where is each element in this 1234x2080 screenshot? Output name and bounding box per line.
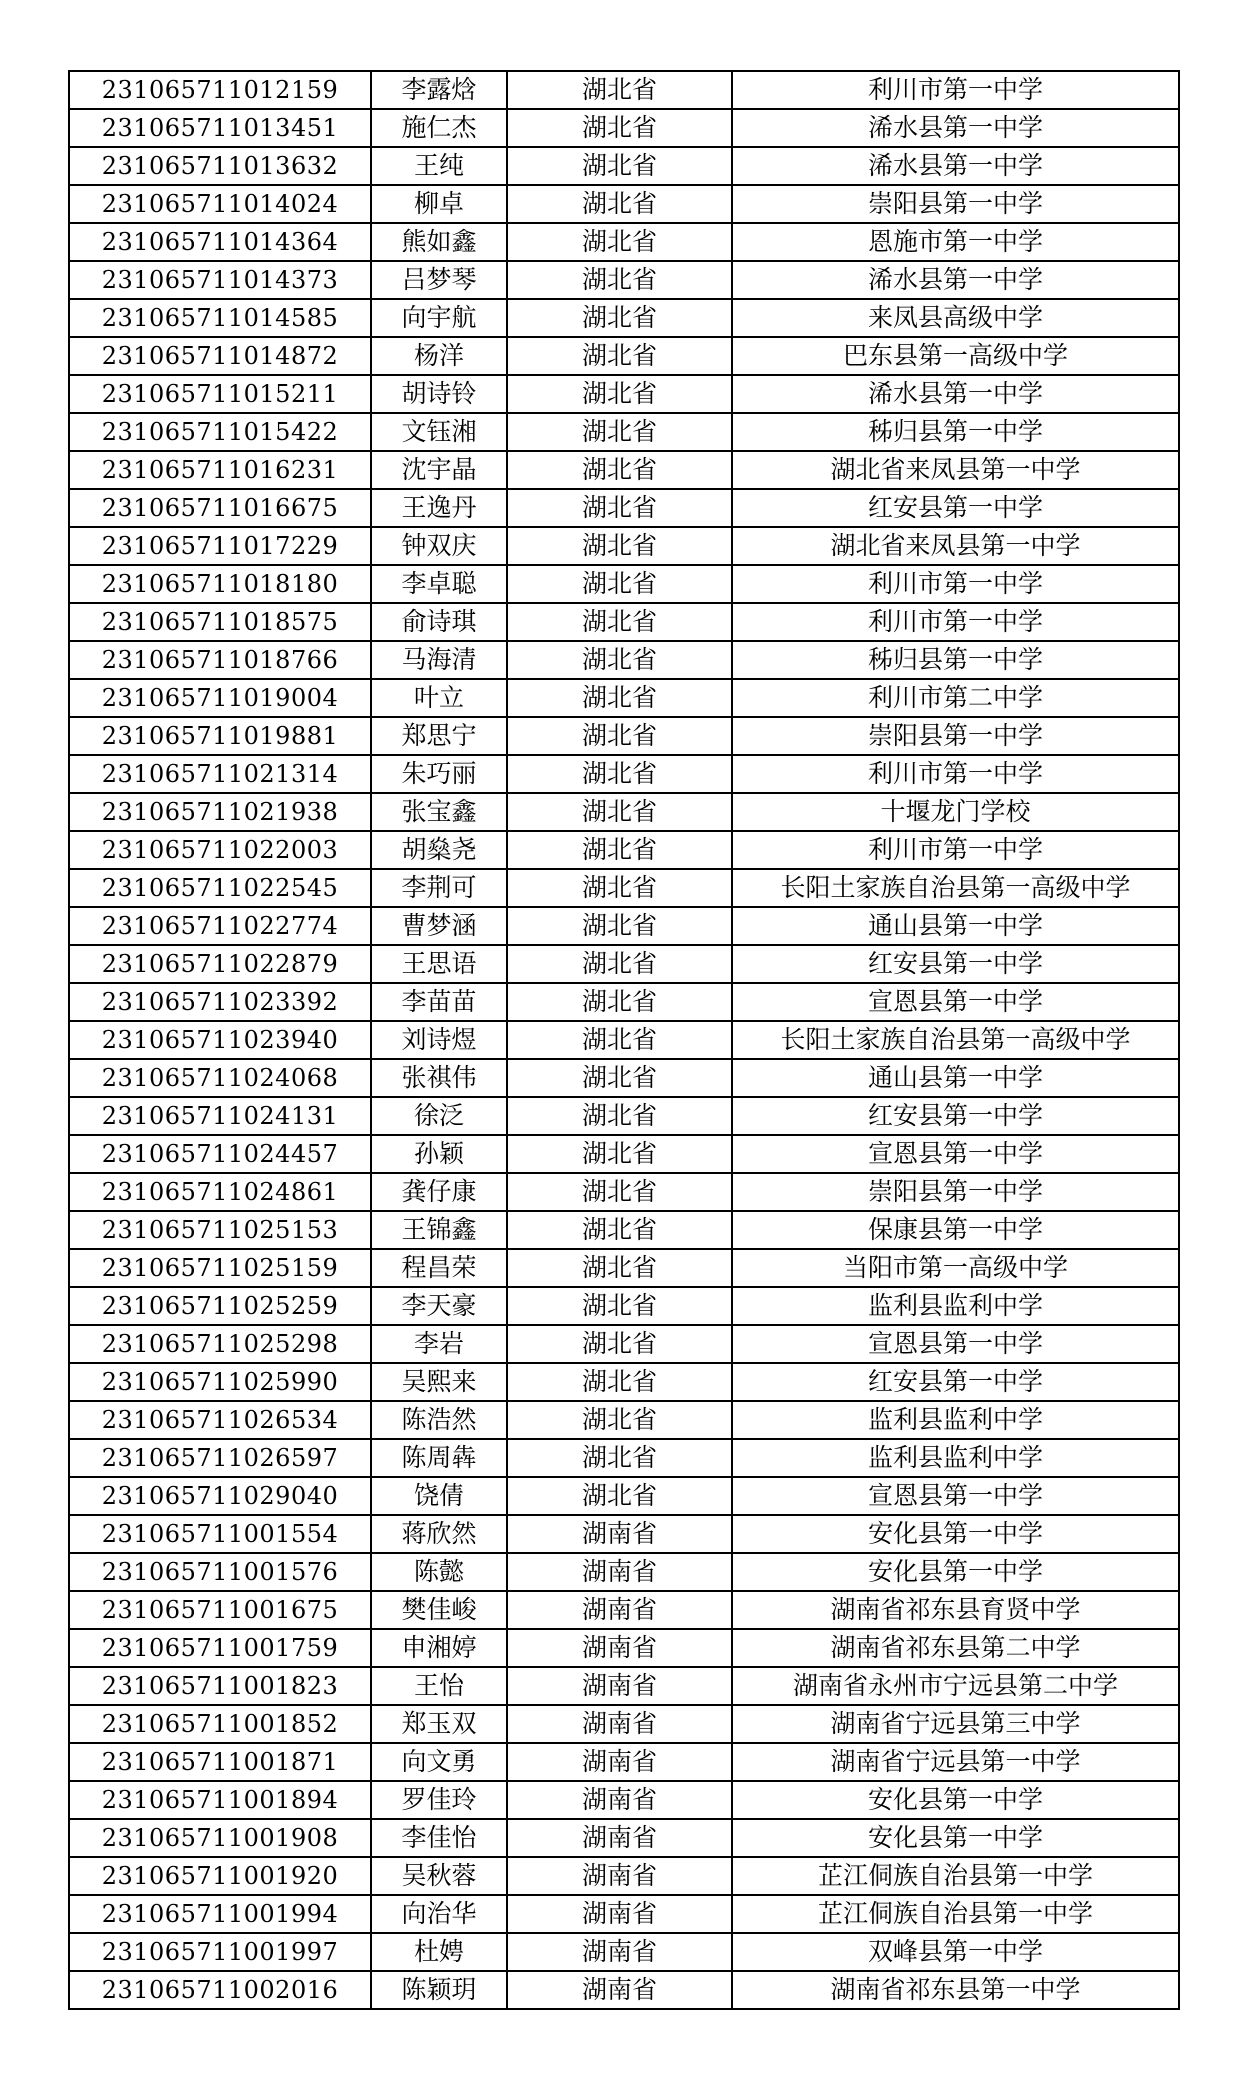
school-cell: 湖北省来凤县第一中学 (732, 451, 1179, 489)
province-cell: 湖南省 (507, 1971, 732, 2009)
province-cell: 湖北省 (507, 1059, 732, 1097)
exam-id-cell: 231065711001823 (69, 1667, 371, 1705)
school-cell: 恩施市第一中学 (732, 223, 1179, 261)
school-cell: 利川市第二中学 (732, 679, 1179, 717)
table-row (69, 641, 1179, 679)
school-cell: 湖南省永州市宁远县第二中学 (732, 1667, 1179, 1705)
school-cell: 湖南省祁东县育贤中学 (732, 1591, 1179, 1629)
student-name-cell: 孙颖 (371, 1135, 507, 1173)
student-name-cell: 向宇航 (371, 299, 507, 337)
school-cell: 安化县第一中学 (732, 1515, 1179, 1553)
table-row (69, 1667, 1179, 1705)
exam-id-cell: 231065711016675 (69, 489, 371, 527)
student-name-cell: 王逸丹 (371, 489, 507, 527)
table-row (69, 983, 1179, 1021)
table-row (69, 337, 1179, 375)
student-name-cell: 龚仔康 (371, 1173, 507, 1211)
table-row (69, 489, 1179, 527)
school-cell: 宣恩县第一中学 (732, 1477, 1179, 1515)
table-row (69, 1325, 1179, 1363)
province-cell: 湖北省 (507, 1173, 732, 1211)
student-name-cell: 郑思宁 (371, 717, 507, 755)
table-row (69, 1173, 1179, 1211)
student-name-cell: 王锦鑫 (371, 1211, 507, 1249)
exam-id-cell: 231065711014364 (69, 223, 371, 261)
province-cell: 湖北省 (507, 641, 732, 679)
exam-id-cell: 231065711014024 (69, 185, 371, 223)
province-cell: 湖北省 (507, 1287, 732, 1325)
province-cell: 湖南省 (507, 1781, 732, 1819)
exam-id-cell: 231065711023392 (69, 983, 371, 1021)
school-cell: 浠水县第一中学 (732, 375, 1179, 413)
province-cell: 湖北省 (507, 1439, 732, 1477)
school-cell: 崇阳县第一中学 (732, 185, 1179, 223)
table-row (69, 413, 1179, 451)
school-cell: 监利县监利中学 (732, 1439, 1179, 1477)
province-cell: 湖北省 (507, 185, 732, 223)
student-name-cell: 王思语 (371, 945, 507, 983)
table-row (69, 185, 1179, 223)
table-row (69, 1933, 1179, 1971)
table-row (69, 223, 1179, 261)
province-cell: 湖北省 (507, 527, 732, 565)
exam-id-cell: 231065711001554 (69, 1515, 371, 1553)
student-name-cell: 钟双庆 (371, 527, 507, 565)
province-cell: 湖北省 (507, 1325, 732, 1363)
exam-id-cell: 231065711001997 (69, 1933, 371, 1971)
province-cell: 湖北省 (507, 375, 732, 413)
student-name-cell: 吴熙来 (371, 1363, 507, 1401)
school-cell: 湖南省祁东县第一中学 (732, 1971, 1179, 2009)
exam-id-cell: 231065711018766 (69, 641, 371, 679)
table-row (69, 1971, 1179, 2009)
student-name-cell: 王纯 (371, 147, 507, 185)
student-name-cell: 程昌荣 (371, 1249, 507, 1287)
student-name-cell: 樊佳峻 (371, 1591, 507, 1629)
exam-id-cell: 231065711021314 (69, 755, 371, 793)
student-name-cell: 沈宇晶 (371, 451, 507, 489)
student-name-cell: 叶立 (371, 679, 507, 717)
student-name-cell: 向文勇 (371, 1743, 507, 1781)
school-cell: 利川市第一中学 (732, 831, 1179, 869)
student-name-cell: 熊如鑫 (371, 223, 507, 261)
student-name-cell: 杜娉 (371, 1933, 507, 1971)
province-cell: 湖北省 (507, 261, 732, 299)
exam-id-cell: 231065711013632 (69, 147, 371, 185)
school-cell: 安化县第一中学 (732, 1781, 1179, 1819)
student-name-cell: 陈浩然 (371, 1401, 507, 1439)
exam-id-cell: 231065711014585 (69, 299, 371, 337)
exam-id-cell: 231065711014373 (69, 261, 371, 299)
exam-id-cell: 231065711001675 (69, 1591, 371, 1629)
table-row (69, 565, 1179, 603)
exam-id-cell: 231065711022545 (69, 869, 371, 907)
student-name-cell: 李佳怡 (371, 1819, 507, 1857)
province-cell: 湖北省 (507, 147, 732, 185)
school-cell: 宣恩县第一中学 (732, 1325, 1179, 1363)
student-name-cell: 杨洋 (371, 337, 507, 375)
table-row (69, 451, 1179, 489)
school-cell: 监利县监利中学 (732, 1287, 1179, 1325)
table-row (69, 831, 1179, 869)
school-cell: 利川市第一中学 (732, 603, 1179, 641)
province-cell: 湖北省 (507, 1363, 732, 1401)
table-row (69, 869, 1179, 907)
school-cell: 巴东县第一高级中学 (732, 337, 1179, 375)
student-name-cell: 李天豪 (371, 1287, 507, 1325)
table-row (69, 1477, 1179, 1515)
exam-id-cell: 231065711016231 (69, 451, 371, 489)
exam-id-cell: 231065711001908 (69, 1819, 371, 1857)
province-cell: 湖北省 (507, 413, 732, 451)
exam-id-cell: 231065711026534 (69, 1401, 371, 1439)
province-cell: 湖北省 (507, 299, 732, 337)
table-row (69, 1781, 1179, 1819)
student-name-cell: 向治华 (371, 1895, 507, 1933)
student-name-cell: 李岩 (371, 1325, 507, 1363)
student-name-cell: 俞诗琪 (371, 603, 507, 641)
student-name-cell: 王怡 (371, 1667, 507, 1705)
student-name-cell: 吴秋蓉 (371, 1857, 507, 1895)
exam-id-cell: 231065711022879 (69, 945, 371, 983)
exam-id-cell: 231065711002016 (69, 1971, 371, 2009)
exam-id-cell: 231065711018575 (69, 603, 371, 641)
school-cell: 崇阳县第一中学 (732, 1173, 1179, 1211)
province-cell: 湖南省 (507, 1515, 732, 1553)
school-cell: 来凤县高级中学 (732, 299, 1179, 337)
province-cell: 湖北省 (507, 109, 732, 147)
school-cell: 红安县第一中学 (732, 945, 1179, 983)
school-cell: 宣恩县第一中学 (732, 983, 1179, 1021)
student-name-cell: 罗佳玲 (371, 1781, 507, 1819)
exam-id-cell: 231065711001576 (69, 1553, 371, 1591)
table-row (69, 755, 1179, 793)
exam-id-cell: 231065711024068 (69, 1059, 371, 1097)
table-row (69, 1135, 1179, 1173)
exam-id-cell: 231065711001759 (69, 1629, 371, 1667)
school-cell: 浠水县第一中学 (732, 261, 1179, 299)
exam-id-cell: 231065711025153 (69, 1211, 371, 1249)
exam-id-cell: 231065711001852 (69, 1705, 371, 1743)
province-cell: 湖北省 (507, 223, 732, 261)
table-row (69, 1743, 1179, 1781)
table-row (69, 1857, 1179, 1895)
table-row (69, 1629, 1179, 1667)
student-name-cell: 蒋欣然 (371, 1515, 507, 1553)
exam-id-cell: 231065711025990 (69, 1363, 371, 1401)
table-row (69, 299, 1179, 337)
student-name-cell: 吕梦琴 (371, 261, 507, 299)
province-cell: 湖北省 (507, 565, 732, 603)
school-cell: 长阳土家族自治县第一高级中学 (732, 869, 1179, 907)
roster-table (68, 70, 1180, 2010)
province-cell: 湖北省 (507, 1249, 732, 1287)
province-cell: 湖北省 (507, 1401, 732, 1439)
province-cell: 湖北省 (507, 793, 732, 831)
exam-id-cell: 231065711015211 (69, 375, 371, 413)
school-cell: 通山县第一中学 (732, 1059, 1179, 1097)
student-name-cell: 文钰湘 (371, 413, 507, 451)
school-cell: 湖南省宁远县第三中学 (732, 1705, 1179, 1743)
province-cell: 湖南省 (507, 1743, 732, 1781)
table-row (69, 1895, 1179, 1933)
table-row (69, 1515, 1179, 1553)
school-cell: 湖南省祁东县第二中学 (732, 1629, 1179, 1667)
province-cell: 湖北省 (507, 1097, 732, 1135)
table-row (69, 1021, 1179, 1059)
province-cell: 湖北省 (507, 603, 732, 641)
school-cell: 利川市第一中学 (732, 755, 1179, 793)
school-cell: 浠水县第一中学 (732, 109, 1179, 147)
student-name-cell: 曹梦涵 (371, 907, 507, 945)
table-row (69, 147, 1179, 185)
province-cell: 湖北省 (507, 1211, 732, 1249)
student-name-cell: 郑玉双 (371, 1705, 507, 1743)
province-cell: 湖南省 (507, 1705, 732, 1743)
school-cell: 红安县第一中学 (732, 489, 1179, 527)
exam-id-cell: 231065711024131 (69, 1097, 371, 1135)
student-name-cell: 胡诗铃 (371, 375, 507, 413)
province-cell: 湖北省 (507, 907, 732, 945)
school-cell: 崇阳县第一中学 (732, 717, 1179, 755)
exam-id-cell: 231065711015422 (69, 413, 371, 451)
province-cell: 湖北省 (507, 717, 732, 755)
school-cell: 保康县第一中学 (732, 1211, 1179, 1249)
exam-id-cell: 231065711022003 (69, 831, 371, 869)
school-cell: 芷江侗族自治县第一中学 (732, 1857, 1179, 1895)
exam-id-cell: 231065711026597 (69, 1439, 371, 1477)
exam-id-cell: 231065711013451 (69, 109, 371, 147)
table-row (69, 1553, 1179, 1591)
school-cell: 秭归县第一中学 (732, 641, 1179, 679)
student-name-cell: 申湘婷 (371, 1629, 507, 1667)
exam-id-cell: 231065711022774 (69, 907, 371, 945)
student-name-cell: 李荆可 (371, 869, 507, 907)
table-row (69, 1819, 1179, 1857)
student-name-cell: 徐泛 (371, 1097, 507, 1135)
table-row (69, 907, 1179, 945)
province-cell: 湖南省 (507, 1895, 732, 1933)
table-row (69, 679, 1179, 717)
province-cell: 湖北省 (507, 337, 732, 375)
table-row (69, 717, 1179, 755)
province-cell: 湖南省 (507, 1553, 732, 1591)
province-cell: 湖南省 (507, 1591, 732, 1629)
exam-id-cell: 231065711012159 (69, 71, 371, 109)
roster-table-body (69, 71, 1179, 2009)
province-cell: 湖南省 (507, 1629, 732, 1667)
school-cell: 长阳土家族自治县第一高级中学 (732, 1021, 1179, 1059)
student-name-cell: 陈颖玥 (371, 1971, 507, 2009)
province-cell: 湖北省 (507, 451, 732, 489)
exam-id-cell: 231065711023940 (69, 1021, 371, 1059)
exam-id-cell: 231065711018180 (69, 565, 371, 603)
exam-id-cell: 231065711017229 (69, 527, 371, 565)
student-name-cell: 陈懿 (371, 1553, 507, 1591)
school-cell: 利川市第一中学 (732, 71, 1179, 109)
school-cell: 秭归县第一中学 (732, 413, 1179, 451)
school-cell: 芷江侗族自治县第一中学 (732, 1895, 1179, 1933)
table-row (69, 1097, 1179, 1135)
school-cell: 湖北省来凤县第一中学 (732, 527, 1179, 565)
table-row (69, 71, 1179, 109)
exam-id-cell: 231065711001894 (69, 1781, 371, 1819)
table-row (69, 375, 1179, 413)
student-name-cell: 朱巧丽 (371, 755, 507, 793)
table-row (69, 1591, 1179, 1629)
school-cell: 十堰龙门学校 (732, 793, 1179, 831)
student-name-cell: 李露焓 (371, 71, 507, 109)
school-cell: 湖南省宁远县第一中学 (732, 1743, 1179, 1781)
school-cell: 安化县第一中学 (732, 1819, 1179, 1857)
student-name-cell: 施仁杰 (371, 109, 507, 147)
province-cell: 湖北省 (507, 1477, 732, 1515)
school-cell: 安化县第一中学 (732, 1553, 1179, 1591)
province-cell: 湖南省 (507, 1667, 732, 1705)
table-row (69, 109, 1179, 147)
exam-id-cell: 231065711029040 (69, 1477, 371, 1515)
province-cell: 湖北省 (507, 869, 732, 907)
exam-id-cell: 231065711001871 (69, 1743, 371, 1781)
school-cell: 监利县监利中学 (732, 1401, 1179, 1439)
table-row (69, 1401, 1179, 1439)
table-row (69, 527, 1179, 565)
province-cell: 湖南省 (507, 1857, 732, 1895)
exam-id-cell: 231065711019004 (69, 679, 371, 717)
school-cell: 当阳市第一高级中学 (732, 1249, 1179, 1287)
province-cell: 湖北省 (507, 71, 732, 109)
province-cell: 湖北省 (507, 489, 732, 527)
student-name-cell: 张祺伟 (371, 1059, 507, 1097)
province-cell: 湖北省 (507, 983, 732, 1021)
exam-id-cell: 231065711025259 (69, 1287, 371, 1325)
student-name-cell: 张宝鑫 (371, 793, 507, 831)
province-cell: 湖北省 (507, 945, 732, 983)
student-name-cell: 柳卓 (371, 185, 507, 223)
exam-id-cell: 231065711001920 (69, 1857, 371, 1895)
province-cell: 湖北省 (507, 1135, 732, 1173)
table-row (69, 1059, 1179, 1097)
exam-id-cell: 231065711001994 (69, 1895, 371, 1933)
school-cell: 宣恩县第一中学 (732, 1135, 1179, 1173)
school-cell: 红安县第一中学 (732, 1097, 1179, 1135)
table-row (69, 1439, 1179, 1477)
school-cell: 双峰县第一中学 (732, 1933, 1179, 1971)
exam-id-cell: 231065711025159 (69, 1249, 371, 1287)
school-cell: 浠水县第一中学 (732, 147, 1179, 185)
student-name-cell: 李卓聪 (371, 565, 507, 603)
school-cell: 红安县第一中学 (732, 1363, 1179, 1401)
table-row (69, 261, 1179, 299)
table-row (69, 945, 1179, 983)
school-cell: 通山县第一中学 (732, 907, 1179, 945)
province-cell: 湖南省 (507, 1933, 732, 1971)
school-cell: 利川市第一中学 (732, 565, 1179, 603)
table-row (69, 1705, 1179, 1743)
exam-id-cell: 231065711021938 (69, 793, 371, 831)
table-row (69, 603, 1179, 641)
table-row (69, 1249, 1179, 1287)
province-cell: 湖北省 (507, 831, 732, 869)
exam-id-cell: 231065711014872 (69, 337, 371, 375)
table-row (69, 1363, 1179, 1401)
student-name-cell: 胡燊尧 (371, 831, 507, 869)
province-cell: 湖南省 (507, 1819, 732, 1857)
table-row (69, 1287, 1179, 1325)
exam-id-cell: 231065711024457 (69, 1135, 371, 1173)
student-name-cell: 饶倩 (371, 1477, 507, 1515)
table-row (69, 1211, 1179, 1249)
student-name-cell: 马海清 (371, 641, 507, 679)
student-name-cell: 刘诗煜 (371, 1021, 507, 1059)
province-cell: 湖北省 (507, 755, 732, 793)
table-row (69, 793, 1179, 831)
province-cell: 湖北省 (507, 1021, 732, 1059)
exam-id-cell: 231065711019881 (69, 717, 371, 755)
student-name-cell: 李苗苗 (371, 983, 507, 1021)
exam-id-cell: 231065711024861 (69, 1173, 371, 1211)
exam-id-cell: 231065711025298 (69, 1325, 371, 1363)
province-cell: 湖北省 (507, 679, 732, 717)
student-name-cell: 陈周犇 (371, 1439, 507, 1477)
